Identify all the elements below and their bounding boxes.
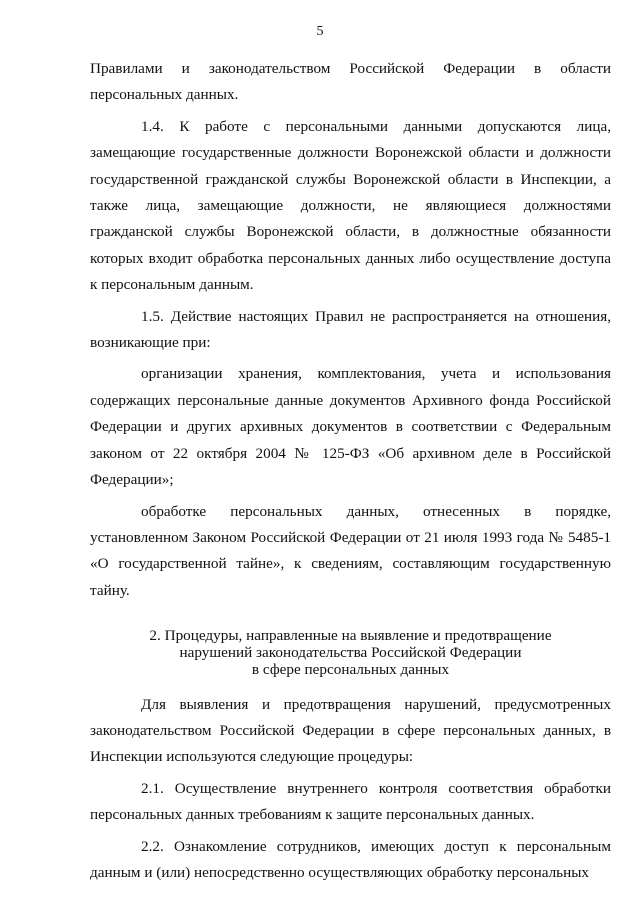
document-body [90,56,611,891]
paragraph-section-2-intro: Для выявления и предотвращения нарушений, предусмотренных законодательством Российской Федерации в сфере персональных данных, в Инспекции используются следующие процедуры: [90,695,611,766]
page-number: 5 [316,24,324,39]
paragraph-state-secret-exception: обработке персональных данных, отнесенных в порядке, установленном Законом Российской Федерации от 21 июля 1993 года № 5485-1 «О государственной тайне», к сведениям, составляющим государственную тайну. [90,502,611,599]
section-heading-line-3: в сфере персональных данных [251,660,450,678]
paragraph-2-1: 2.1. Осуществление внутреннего контроля соответствия обработки персональных данных требованиям к защите персональных данных. [90,779,611,824]
paragraph-1-4: 1.4. К работе с персональными данными допускаются лица, замещающие государственные должности Воронежской области и должности государственной гражданской службы Воронежской области в Инспекции, а также лица, замещающие должности, не являющиеся должностями гражданской службы Воронежской области, в должностные обязанности которых входит обработка персональных данных либо осуществление доступа к персональным данным. [90,117,611,294]
paragraph-2-2: 2.2. Ознакомление сотрудников, имеющих доступ к персональным данным и (или) непосредственно осуществляющих обработку персональных [90,837,611,881]
section-heading-line-1: 2. Процедуры, направленные на выявление и предотвращение [149,627,552,645]
section-heading [90,628,611,678]
paragraph-1-5: 1.5. Действие настоящих Правил не распространяется на отношения, возникающие при: [90,307,611,352]
section-heading-line-2: нарушений законодательства Российской Федерации [179,643,522,661]
paragraph-continued: Правилами и законодательством Российской Федерации в области персональных данных. [90,60,611,104]
paragraph-archive-exception: организации хранения, комплектования, учета и использования содержащих персональные данные документов Архивного фонда Российской Федерации и других архивных документов в соответствии с Федеральным законом от 22 октября 2004 № 125-ФЗ «Об архивном деле в Российской Федерации»; [90,365,611,489]
